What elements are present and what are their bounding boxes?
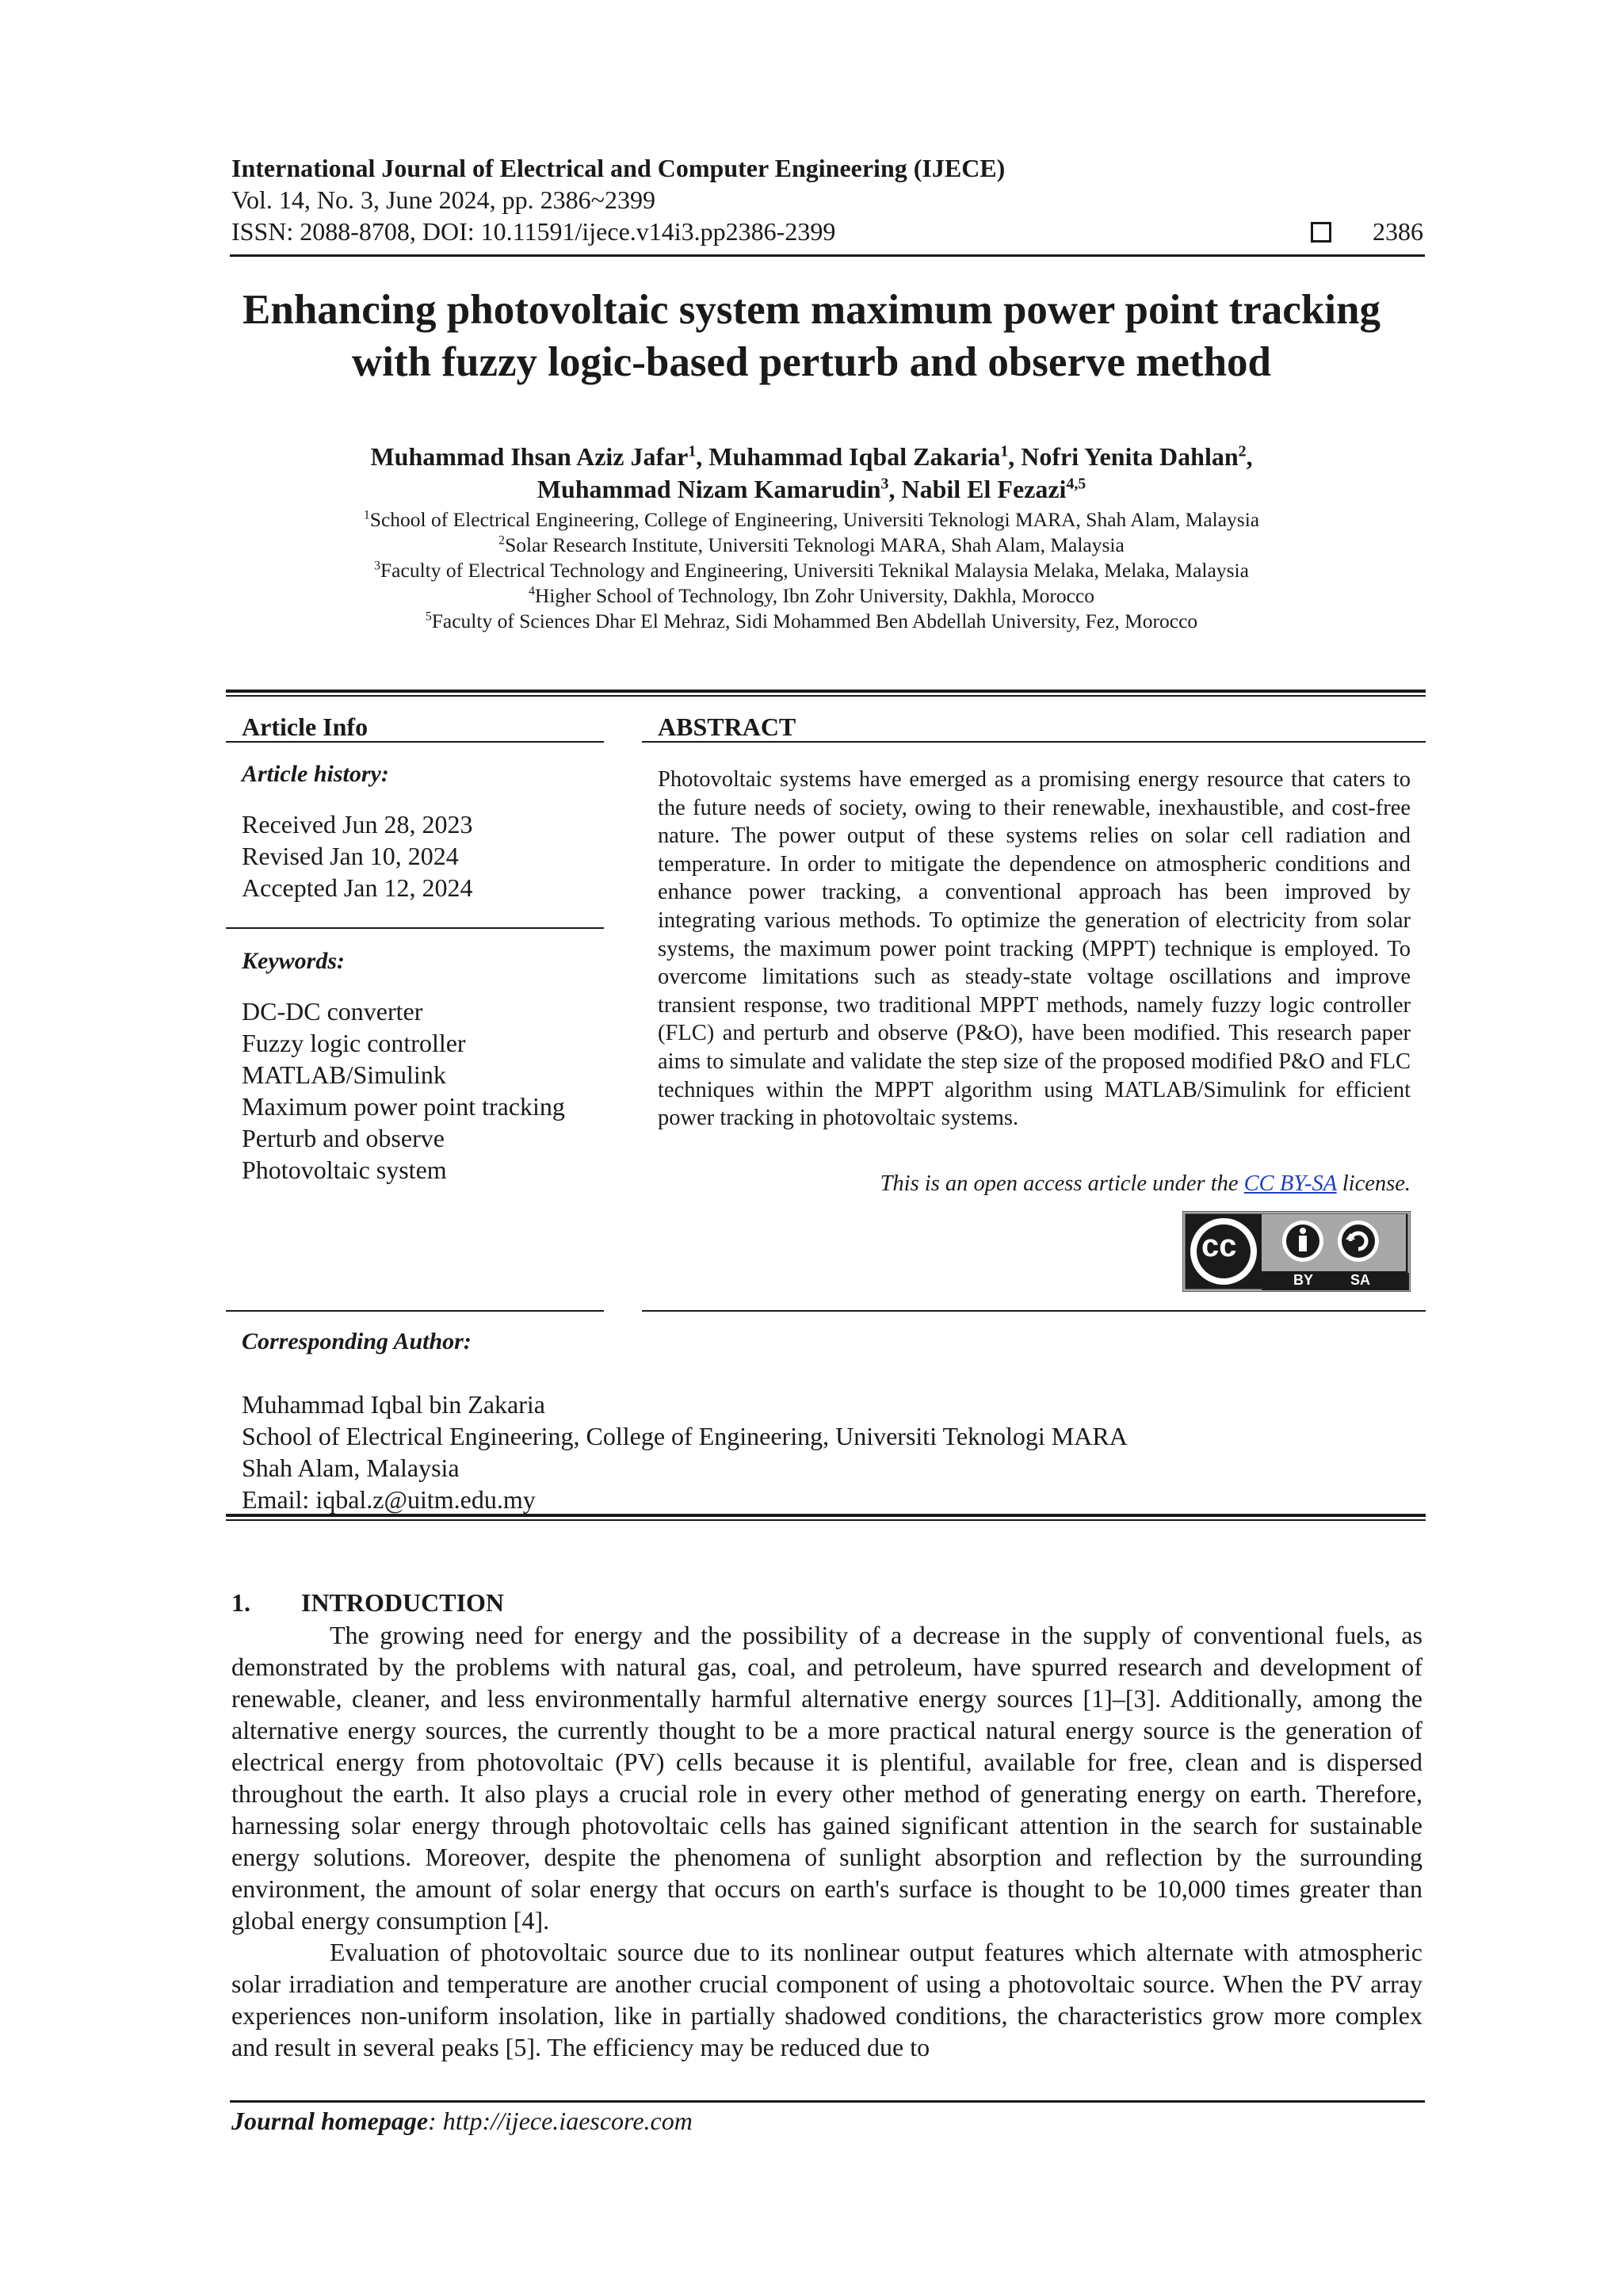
author-name: Muhammad Nizam Kamarudin [537,475,881,503]
article-history [242,808,473,904]
corresponding-affiliation: School of Electrical Engineering, College of Engineering, Universiti Teknologi MARA [242,1422,1128,1450]
sa-icon: SA [1350,1272,1371,1288]
affiliation-item: $^2$Solar Research Institute, Universiti Teknologi MARA, Shah Alam, Malaysia [498,533,1125,556]
article-history-heading: Article history: [242,761,389,787]
corresponding-heading: Corresponding Author: [242,1328,472,1354]
author-sup: 3 [880,475,889,493]
author-sup: 2 [1238,442,1247,460]
keyword-list [242,995,565,1186]
title-line-2: with fuzzy logic-based perturb and observe method [351,339,1272,385]
author-sup: 1 [688,442,697,460]
by-icon: BY [1293,1272,1314,1288]
introduction-body [231,1619,1423,2063]
affiliation-item: $^5$Faculty of Sciences Dhar El Mehraz, Sidi Mohammed Ben Abdellah University, Fez, Morocco [425,609,1198,632]
title-line-1: Enhancing photovoltaic system maximum power point tracking [242,287,1381,333]
keywords-rule [226,927,604,929]
journal-issn: ISSN: 2088-8708, DOI: 10.11591/ijece.v14i3.pp2386-2399 [231,217,836,246]
revised-date: Revised Jan 10, 2024 [242,842,459,870]
journal-volume: Vol. 14, No. 3, June 2024, pp. 2386~2399 [231,185,655,214]
header-rule [230,254,1425,257]
author-sup: 4,5 [1066,475,1086,493]
info-box-bottom-rule-thin [226,1519,1426,1521]
paragraph: Evaluation of photovoltaic source due to its nonlinear output features which alternate with atmospheric solar irradiation and temperature are another crucial component of using a photovoltaic source. When the PV array experiences non-uniform insolation, like in partially shadowed conditions, the characteristics grow more complex and result in several peaks [5]. The efficiency may be reduced due to [231,1938,1423,2061]
keyword-item: Perturb and observe [242,1124,445,1152]
info-box-top-rule-thin [226,695,1426,697]
cc-by-sa-badge[interactable] [1182,1211,1411,1292]
journal-name: International Journal of Electrical and Computer Engineering (IJECE) [231,154,1006,182]
homepage-url[interactable]: : http://ijece.iaescore.com [428,2107,693,2135]
abstract-bottom-rule [642,1310,1426,1312]
license-statement: This is an open access article under the CC BY-SA license. [880,1171,1411,1196]
author-list: Muhammad Ihsan Aziz Jafar$^1$, Muhammad Iqbal Zakaria$^1$, Nofri Yenita Dahlan$^2$, Muhammad Nizam Kamarudin$^3$, Nabil El Fezazi$^{4,5}$ [370,442,1253,503]
corresponding-location: Shah Alam, Malaysia [242,1454,460,1482]
keyword-item: Fuzzy logic controller [242,1029,466,1057]
affiliation-item: $^3$Faculty of Electrical Technology and Engineering, Universiti Teknikal Malaysia Melaka, Melaka, Malaysia [374,559,1249,582]
keyword-item: DC-DC converter [242,997,423,1026]
homepage-label: Journal homepage [231,2107,429,2135]
square-bullet-icon [1311,222,1331,243]
keyword-item: Maximum power point tracking [242,1092,565,1121]
author-name: Muhammad Ihsan Aziz Jafar [370,442,689,471]
affiliation-item: $^1$School of Electrical Engineering, College of Engineering, Universiti Teknologi MARA, Shah Alam, Malaysia [363,508,1260,531]
keyword-item: MATLAB/Simulink [242,1060,446,1089]
cc-by-sa-link[interactable]: CC BY-SA [1243,1171,1337,1196]
abstract-heading: ABSTRACT [658,712,796,741]
journal-homepage [231,2107,693,2136]
article-info-heading: Article Info [242,712,369,741]
paper-title [158,284,1465,388]
footer-rule [230,2100,1425,2103]
author-name: Nabil El Fezazi [901,475,1067,503]
info-box-top-rule [226,690,1426,693]
affiliation-item: $^4$Higher School of Technology, Ibn Zohr University, Dakhla, Morocco [528,584,1095,607]
accepted-date: Accepted Jan 12, 2024 [242,873,473,902]
info-box-bottom-rule [226,1514,1426,1517]
received-date: Received Jun 28, 2023 [242,810,473,839]
cc-icon: cc [1201,1228,1237,1263]
abstract-rule [642,741,1426,743]
abstract-text: Photovoltaic systems have emerged as a promising energy resource that caters to the future needs of society, owing to their renewable, inexhaustible, and cost-free nature. The power output of these systems relies on solar cell radiation and temperature. In order to mitigate the dependence on atmospheric conditions and enhance power tracking, a conventional approach has been improved by integrating various methods. To optimize the generation of electricity from solar systems, the maximum power point tracking (MPPT) technique is employed. To overcome limitations such as steady-state voltage oscillations and improve transient response, two traditional MPPT methods, namely fuzzy logic controller (FLC) and perturb and observe (P&O), have been modified. This research paper aims to simulate and validate the step size of the proposed modified P&O and FLC techniques within the MPPT algorithm using MATLAB/Simulink for efficient power tracking in photovoltaic systems. [658,767,1411,1131]
keyword-item: Photovoltaic system [242,1156,447,1184]
article-info-rule [226,741,604,743]
author-name: Nofri Yenita Dahlan [1021,442,1239,471]
paragraph: The growing need for energy and the possibility of a decrease in the supply of conventional fuels, as demonstrated by the problems with natural gas, coal, and petroleum, have spurred research and development of renewable, cleaner, and less environmentally harmful alternative energy sources [1]–[3]. Additionally, among the alternative energy sources, the currently thought to be a more practical natural energy source is the generation of electrical energy from photovoltaic (PV) cells because it is plentiful, available for free, clean and is dispersed throughout the earth. It also plays a crucial role in every other method of generating energy on earth. Therefore, harnessing solar energy through photovoltaic cells has gained significant attention in the search for sustainable energy solutions. Moreover, despite the phenomena of sunlight absorption and reflection by the surrounding environment, the amount of solar energy that occurs on earth's surface is thought to be 10,000 times greater than global energy consumption [4]. [231,1621,1423,1935]
introduction-heading: 1. INTRODUCTION [231,1588,505,1617]
author-sup: 1 [1000,442,1009,460]
corresponding-name: Muhammad Iqbal bin Zakaria [242,1390,545,1419]
corresponding-email[interactable]: Email: iqbal.z@uitm.edu.my [242,1485,536,1514]
affiliation-list [158,507,1465,634]
page-number: 2386 [1373,217,1423,246]
author-name: Muhammad Iqbal Zakaria [708,442,1001,471]
corresponding-author [242,1389,1128,1515]
article-info-bottom-rule [226,1310,604,1312]
keywords-heading: Keywords: [242,948,345,974]
